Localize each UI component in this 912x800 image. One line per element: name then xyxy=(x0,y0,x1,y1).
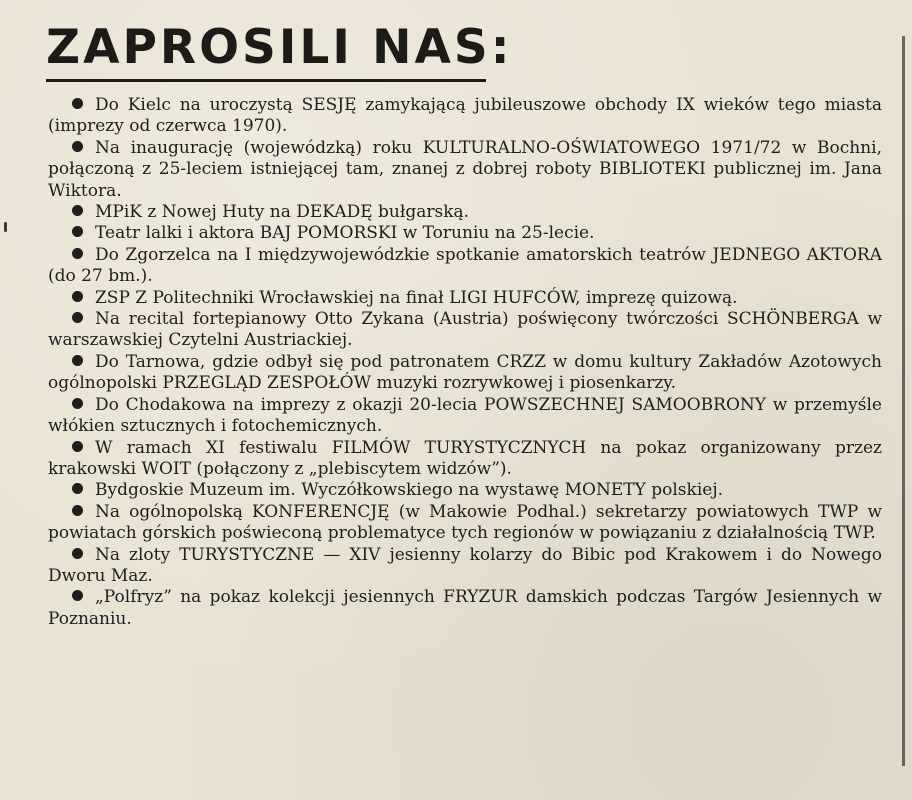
list-item-text: Na inaugurację (wojewódzką) roku KULTURALNO-OŚWIATOWEGO 1971/72 w Bochni, połączoną z 25-leciem istniejącej tam, znanej z dobrej roboty BIBLIOTEKI publicznej im. Jana Wiktora. xyxy=(48,137,882,201)
list-item xyxy=(48,587,882,630)
list-item-text: „Polfryz” na pokaz kolekcji jesiennych FRYZUR damskich podczas Targów Jesiennych w Poznaniu. xyxy=(48,587,882,629)
column-rule xyxy=(902,36,905,766)
bullet-icon xyxy=(72,355,83,366)
bullet-icon xyxy=(72,291,83,302)
list-item-text: W ramach XI festiwalu FILMÓW TURYSTYCZNYCH na pokaz organizowany przez krakowski WOIT (połączony z „plebiscytem widzów”). xyxy=(48,437,882,479)
list-item xyxy=(48,395,882,438)
list-item-text: Do Chodakowa na imprezy z okazji 20-lecia POWSZECHNEJ SAMOOBRONY w przemyśle włókien sztucznych i fotochemicznych. xyxy=(48,394,882,437)
list-item-text: Do Zgorzelca na I międzywojewódzkie spotkanie amatorskich teatrów JEDNEGO AKTORA (do 27 bm.). xyxy=(48,244,882,287)
bullet-icon xyxy=(72,398,83,409)
list-item-text: Na recital fortepianowy Otto Zykana (Austria) poświęcony twórczości SCHÖNBERGA w warszawskiej Czytelni Austriackiej. xyxy=(48,309,882,351)
bullet-icon xyxy=(72,248,83,259)
list-item xyxy=(48,245,882,288)
invitation-list xyxy=(48,95,882,630)
list-item xyxy=(48,309,882,352)
cut-off-text-strip xyxy=(60,0,660,8)
list-item-text: Na ogólnopolską KONFERENCJĘ (w Makowie Podhal.) sekretarzy powiatowych TWP w powiatach górskich poświeconą problematyce tych regionów w powiązaniu z działalnością TWP. xyxy=(48,501,882,544)
margin-mark xyxy=(4,222,7,232)
heading-underline xyxy=(46,79,486,82)
bullet-icon xyxy=(72,441,83,452)
bullet-icon xyxy=(72,312,83,323)
list-item xyxy=(48,202,882,223)
bullet-icon xyxy=(72,483,83,494)
list-item xyxy=(48,138,882,202)
list-item-text: Do Kielc na uroczystą SESJĘ zamykającą jubileuszowe obchody IX wieków tego miasta (imprezy od czerwca 1970). xyxy=(48,95,882,137)
list-item-text: Teatr lalki i aktora BAJ POMORSKI w Toruniu na 25-lecie. xyxy=(95,223,595,244)
list-item xyxy=(48,480,882,501)
list-item-text: Bydgoskie Muzeum im. Wyczółkowskiego na wystawę MONETY polskiej. xyxy=(95,480,723,501)
bullet-icon xyxy=(72,98,83,109)
list-item xyxy=(48,502,882,545)
bullet-icon xyxy=(72,226,83,237)
list-item xyxy=(48,95,882,138)
list-item xyxy=(48,223,882,244)
article-heading: ZAPROSILI NAS: xyxy=(46,20,513,75)
list-item xyxy=(48,352,882,395)
bullet-icon xyxy=(72,141,83,152)
list-item xyxy=(48,438,882,481)
list-item-text: ZSP Z Politechniki Wrocławskiej na finał LIGI HUFCÓW, imprezę quizową. xyxy=(95,287,738,308)
list-item-text: Do Tarnowa, gdzie odbył się pod patronatem CRZZ w domu kultury Zakładów Azotowych ogólnopolski PRZEGLĄD ZESPOŁÓW muzyki rozrywkowej i piosenkarzy. xyxy=(48,351,882,394)
bullet-icon xyxy=(72,548,83,559)
bullet-icon xyxy=(72,590,83,601)
list-item-text: MPiK z Nowej Huty na DEKADĘ bułgarską. xyxy=(95,202,470,223)
bullet-icon xyxy=(72,205,83,216)
bullet-icon xyxy=(72,505,83,516)
list-item-text: Na zloty TURYSTYCZNE — XIV jesienny kolarzy do Bibic pod Krakowem i do Nowego Dworu Maz. xyxy=(48,544,882,586)
list-item xyxy=(48,545,882,588)
list-item xyxy=(48,288,882,309)
